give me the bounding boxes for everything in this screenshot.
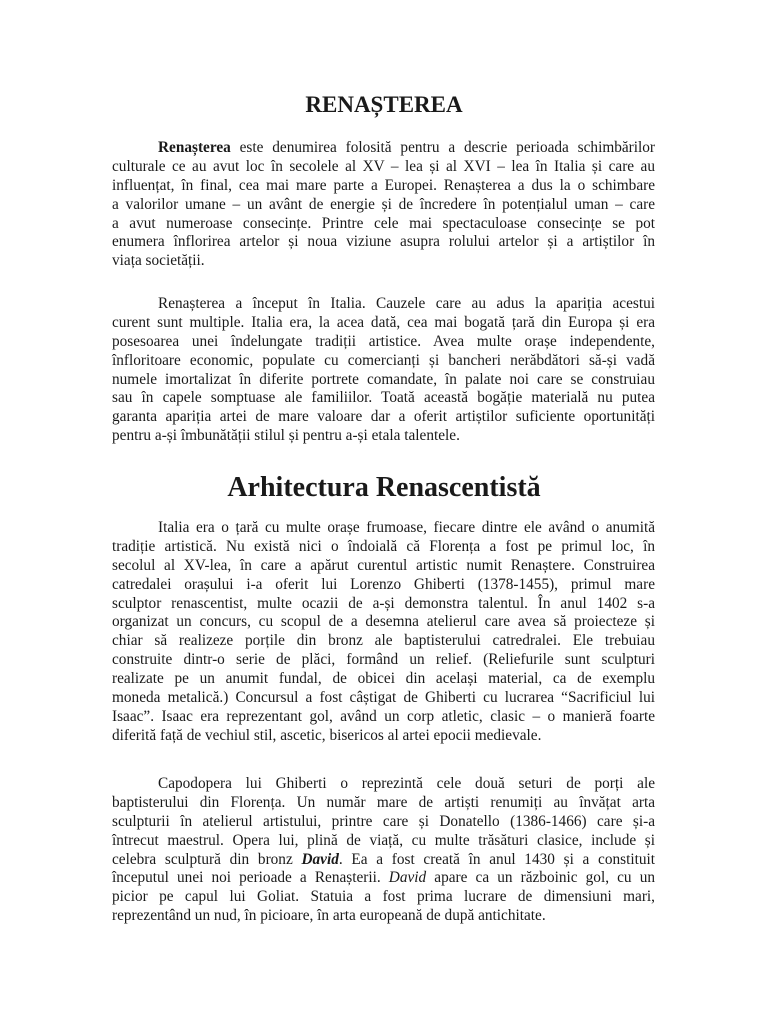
paragraph-line: enumera înflorirea artelor și noua viziune asupra rolului artelor și a artiștilor în bbox=[112, 233, 655, 251]
paragraph-architecture bbox=[112, 519, 655, 746]
paragraph-line: catredalei orașului i-a oferit lui Lorenzo Ghiberti (1378-1455), primul mare bbox=[112, 575, 655, 593]
paragraph-line: reprezentând un nud, în picioare, în arta europeană de după antichitate. bbox=[112, 907, 546, 925]
paragraph-line: Renașterea a început în Italia. Cauzele care au adus la apariția acestui bbox=[158, 295, 655, 312]
paragraph-line: numele imortalizat în diferite portrete comandate, în palate noi care se construiau bbox=[112, 370, 655, 388]
paragraph-intro bbox=[112, 139, 655, 271]
paragraph-line: garanta apariția artei de mare valoare dar a oferit artiștilor suficiente oportunități bbox=[112, 408, 655, 426]
paragraph-line: baptisterului din Florența. Un număr mare de artiști renumiți au învățat arta bbox=[112, 793, 655, 811]
paragraph-line: Renașterea este denumirea folosită pentru a descrie perioada schimbărilor bbox=[158, 139, 655, 156]
paragraph-line: organizat un concurs, cu scopul de a desemna atelierul care avea să proiecteze și bbox=[112, 613, 655, 631]
paragraph-line: înfloritoare economic, populate cu comercianți și bancheri nerăbdători să-și vadă bbox=[112, 351, 655, 369]
paragraph-line: secolul al XV-lea, în care a apărut curentul artistic numit Renaștere. Construirea bbox=[112, 556, 655, 574]
paragraph-line: diferită față de vechiul stil, ascetic, bisericos al artei epocii medievale. bbox=[112, 726, 542, 744]
paragraph-line: moneda metalică.) Concursul a fost câștigat de Ghiberti cu lucrarea “Sacrificiul lui bbox=[112, 689, 655, 707]
paragraph-line: a avut numeroase consecințe. Printre cele mai spectaculoase consecințe se pot bbox=[112, 214, 655, 232]
paragraph-origins bbox=[112, 295, 655, 446]
paragraph-line: posesoarea unei îndelungate tradiții artistice. Avea multe orașe independente, bbox=[112, 332, 655, 350]
paragraph-line: a valorilor umane – un avânt de energie și de încredere în potențialul uman – care bbox=[112, 195, 655, 213]
paragraph-line: întrecut maestrul. Opera lui, plină de viață, cu multe trăsături clasice, include și bbox=[112, 831, 655, 849]
artwork-title: David bbox=[301, 850, 339, 868]
paragraph-line: culturale ce au avut loc în secolele al XV – lea și al XVI – lea în Italia și care au bbox=[112, 157, 655, 175]
paragraph-line: influențat, în final, cea mai mare parte a Europei. Renașterea a dus la o schimbare bbox=[112, 176, 655, 194]
paragraph-line: începutul unei noi perioade a Renașterii. David apare ca un războinic gol, cu un bbox=[112, 869, 655, 887]
paragraph-line: pentru a-și îmbunătății stilul și pentru a-și etala talentele. bbox=[112, 427, 460, 445]
paragraph-line: viața societății. bbox=[112, 252, 205, 270]
paragraph-line: Isaac”. Isaac era reprezentant gol, având un corp atletic, clasic – o manieră foarte bbox=[112, 707, 655, 725]
artwork-title: David bbox=[388, 869, 427, 887]
section-heading: Arhitectura Renascentistă bbox=[227, 472, 541, 503]
paragraph-line: sau în capele somptuase ale familiilor. Toată această bogăție materială nu putea bbox=[112, 389, 655, 407]
paragraph-line: picior pe capul lui Goliat. Statuia a fost prima lucrare de dimensiuni mari, bbox=[112, 888, 655, 906]
paragraph-ghiberti bbox=[112, 775, 655, 926]
paragraph-line: construite dintr-o serie de plăci, formând un relief. (Reliefurile sunt sculpturi bbox=[112, 651, 655, 669]
paragraph-line: sculptor renascentist, multe ocazii de a-și demonstra talentul. În anul 1402 s-a bbox=[112, 594, 655, 612]
paragraph-line: chiar să realizeze porțile din bronz ale baptisterului catredralei. Ele trebuiau bbox=[112, 632, 655, 650]
paragraph-line: celebra sculptură din bronz David. Ea a fost creată în anul 1430 și a constituit bbox=[112, 850, 655, 868]
paragraph-line: Capodopera lui Ghiberti o reprezintă cele două seturi de porți ale bbox=[158, 775, 655, 792]
paragraph-line: Italia era o țară cu multe orașe frumoase, fiecare dintre ele având o anumită bbox=[158, 519, 655, 536]
paragraph-line: sculpturii în atelierul artistului, printre care și Donatello (1386-1466) care și-a bbox=[112, 812, 655, 830]
bold-term: Renașterea bbox=[158, 139, 231, 156]
page-title: RENAȘTEREA bbox=[305, 92, 463, 117]
paragraph-line: curent sunt multiple. Italia era, la acea dată, cea mai bogată țară din Europa și era bbox=[112, 313, 655, 331]
paragraph-line: realizate pe un anumit fundal, de obicei din același material, ca de exemplu bbox=[112, 670, 655, 688]
paragraph-line: tradiție artistică. Nu există nici o îndoială că Florența a fost pe primul loc, în bbox=[112, 537, 655, 555]
